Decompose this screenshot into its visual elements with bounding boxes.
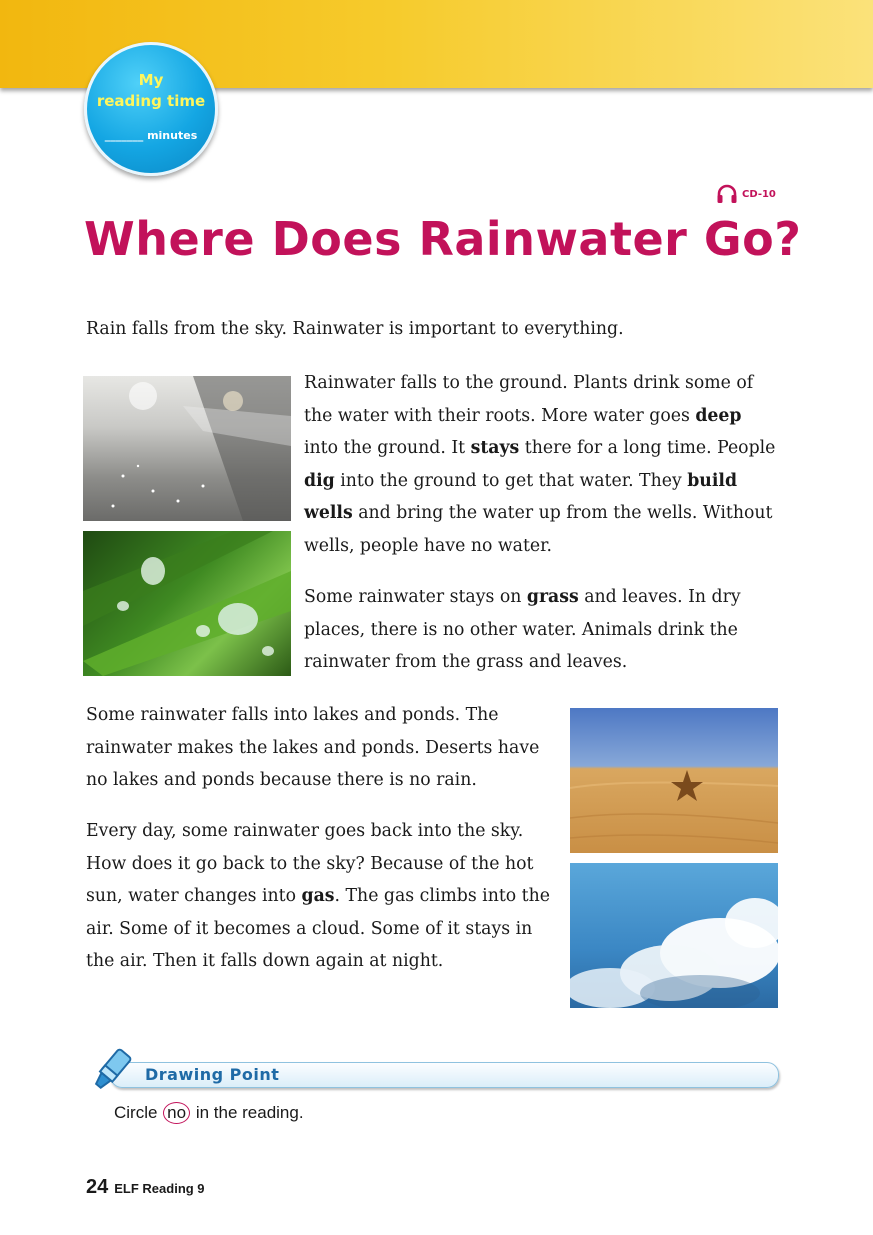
text-run: Rainwater falls to the ground. Plants drink some of the water with their roots. More water goes bbox=[304, 373, 754, 426]
bold-word-stays: stays bbox=[470, 438, 520, 458]
circled-word: no bbox=[163, 1102, 190, 1124]
desert-starfish-photo bbox=[570, 708, 778, 853]
intro-paragraph: Rain falls from the sky. Rainwater is important to everything. bbox=[86, 319, 624, 339]
bold-word-gas: gas bbox=[301, 886, 335, 906]
rain-road-photo bbox=[83, 376, 291, 521]
badge-line-1: My bbox=[138, 71, 164, 89]
text-run: into the ground. It bbox=[304, 438, 471, 458]
audio-track-label: CD-10 bbox=[742, 188, 776, 200]
bold-word-dig: dig bbox=[304, 470, 335, 491]
text-run: there for a long time. People bbox=[519, 438, 776, 458]
headphones-icon bbox=[716, 184, 738, 204]
instruction-text: Circle bbox=[114, 1103, 163, 1122]
badge-line-3: _______ minutes bbox=[104, 129, 198, 142]
page-number: 24 bbox=[86, 1176, 109, 1198]
badge-line-2: reading time bbox=[96, 92, 206, 110]
highlighter-icon bbox=[86, 1046, 134, 1098]
grass-leaves-paragraph bbox=[304, 581, 778, 679]
text-run: into the ground to get that water. They bbox=[334, 470, 688, 491]
audio-track[interactable] bbox=[716, 184, 776, 204]
book-title: ELF Reading 9 bbox=[114, 1181, 205, 1196]
drawing-point-label: Drawing Point bbox=[145, 1065, 280, 1084]
text-run: Every day, some rainwater goes back into the sky. How does it go back to the sky? Because of the hot sun, water changes into bbox=[86, 821, 534, 906]
text-run: Some rainwater stays on bbox=[304, 587, 527, 607]
reading-time-badge bbox=[84, 42, 218, 176]
page-title: Where Does Rainwater Go? bbox=[84, 212, 802, 266]
leaf-waterdrops-photo bbox=[83, 531, 291, 676]
instruction-text: in the reading. bbox=[191, 1103, 304, 1122]
bold-word-deep: deep bbox=[695, 405, 742, 426]
roots-wells-paragraph bbox=[304, 367, 778, 562]
bold-word-grass: grass bbox=[526, 587, 579, 607]
text-run: and leaves. In dry places, there is no other water. Animals drink the rainwater from the grass and leaves. bbox=[304, 587, 741, 672]
lakes-ponds-paragraph: Some rainwater falls into lakes and ponds. The rainwater makes the lakes and ponds. Deserts have no lakes and ponds because there is no rain. bbox=[86, 705, 540, 790]
clouds-sky-photo bbox=[570, 863, 778, 1008]
evaporation-paragraph bbox=[86, 815, 560, 978]
text-run: . The gas climbs into the air. Some of it becomes a cloud. Some of it stays in the air. Then it falls down again at night. bbox=[86, 886, 550, 971]
bold-word-build-wells: build wells bbox=[304, 470, 738, 523]
drawing-instruction bbox=[114, 1102, 304, 1124]
drawing-point-bar bbox=[110, 1062, 779, 1088]
text-run: and bring the water up from the wells. Without wells, people have no water. bbox=[304, 503, 773, 556]
page-footer bbox=[86, 1176, 205, 1199]
